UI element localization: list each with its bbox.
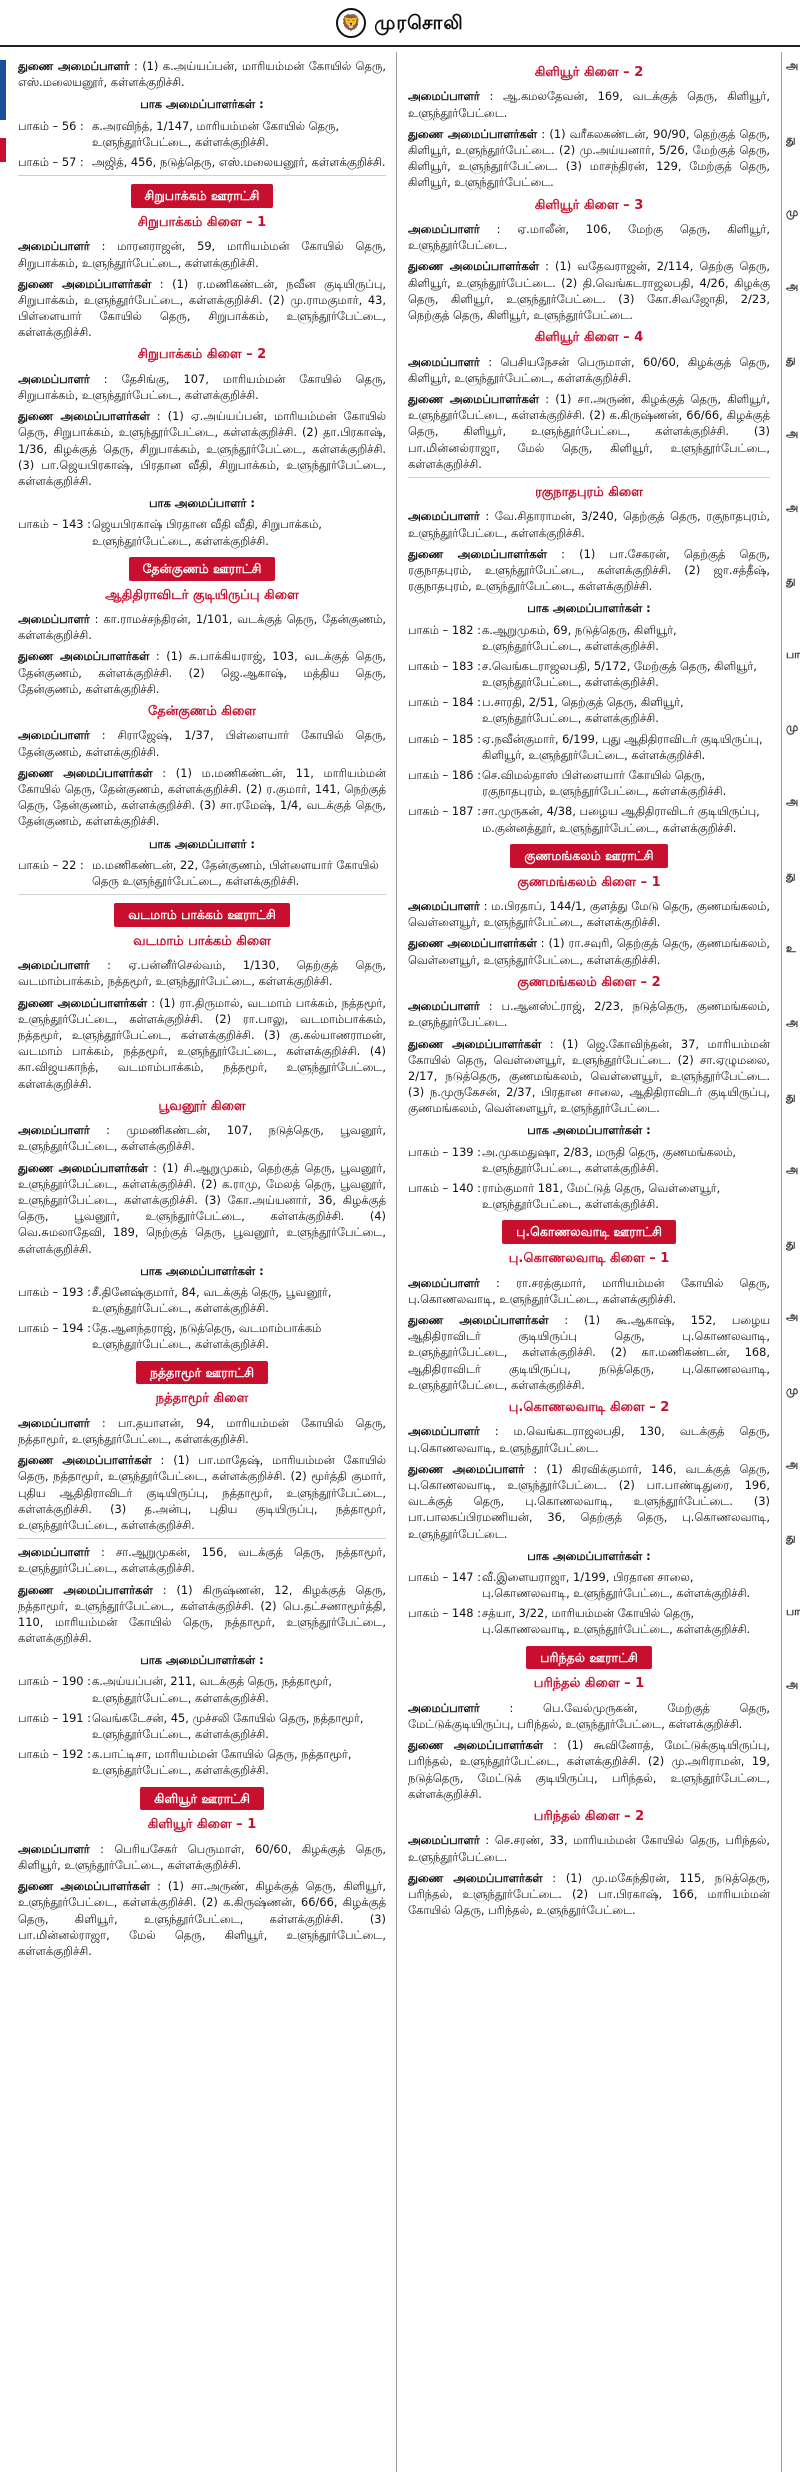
- branch-title: கிளியூர் கிளை – 4: [534, 330, 644, 346]
- edge-fragment-letter: உ: [786, 942, 796, 956]
- edge-fragment-letter: அ: [786, 279, 799, 293]
- union-banner: சிறுபாக்கம் ஊராட்சி: [18, 184, 386, 208]
- booth-row: பாகம் – 190 : க.அய்யப்பன், 211, வடக்குத் தெரு, நத்தாமூர், உளுந்தூர்பேட்டை, கள்ளக்குறிச்சி.: [18, 1674, 333, 1705]
- organizer-entry: அமைப்பாளர் : ஏ.மாலீன், 106, மேற்கு தெரு, கிளியூர், உளுந்தூர்பேட்டை.: [408, 222, 770, 253]
- assistant-entry: துணை அமைப்பாளர்கள் : (1) ரா.சவுரி, தெற்குத் தெரு, குணமங்கலம், வெள்ளையூர், உளுந்தூர்பேட்டை, கள்ளக்குறிச்சி.: [408, 936, 770, 967]
- booth-row: பாகம் – 183 : ச.வெங்கடராஜலபதி, 5/172, மேற்குத் தெரு, கிளியூர், உளுந்தூர்பேட்டை, கள்ளக்குறிச்சி.: [408, 658, 757, 690]
- union-banner: குணமங்கலம் ஊராட்சி: [408, 844, 770, 868]
- branch-title: பு.கொணலவாடி கிளை – 2: [508, 1399, 670, 1415]
- organizer-entry: அமைப்பாளர் : வே.சிதாராமன், 3/240, தெற்குத் தெரு, ரகுநாதபுரம், உளுந்தூர்பேட்டை, கள்ளக்குறிச்சி.: [408, 509, 770, 540]
- organizer-entry: அமைப்பாளர் : சிராஜேஷ், 1/37, பிள்ளையார் கோயில் தெரு, தேன்குணம், கள்ளக்குறிச்சி.: [18, 728, 386, 759]
- branch-title: தேன்குணம் கிளை: [148, 703, 256, 719]
- edge-fragment-letter: து: [786, 353, 796, 367]
- organizer-entry: அமைப்பாளர் : பெ.வேல்முருகன், மேற்குத் தெரு, மேட்டுக்குடியிருப்பு, பரிந்தல், உளுந்தூர்பேட்டை, கள்ளக்குறிச்சி.: [408, 1700, 770, 1732]
- assistant-entry: துணை அமைப்பாளர்கள் : (1) கூ.ஆகாஷ், 152, பழைய ஆதிதிராவிடர் குடியிருப்பு தெரு, பு.கொணலவாடி, உளுந்தூர்பேட்டை, கள்ளக்குறிச்சி. (2) கா.மணிகண்டன், 168, ஆதிதிராவிடர் குடியிருப்பு, நடுத்தெரு, பு.கொணலவாடி, உளுந்தூர்பேட்டை, கள்ளக்குறிச்சி.: [408, 1312, 771, 1392]
- left-edge-blue-block: [0, 60, 6, 120]
- section-divider: [18, 175, 386, 176]
- branch-title: பு.கொணலவாடி கிளை – 1: [508, 1251, 670, 1267]
- organizer-entry: அமைப்பாளர் : கா.ராமச்சந்திரன், 1/101, வடக்குத் தெரு, தேன்குணம், கள்ளக்குறிச்சி.: [18, 611, 386, 643]
- booth-heading: பாக அமைப்பாளர் :: [149, 836, 255, 851]
- organizer-entry: அமைப்பாளர் : சா.ஆறுமுகன், 156, வடக்குத் தெரு, நத்தாமூர், உளுந்தூர்பேட்டை, கள்ளக்குறிச்சி.: [18, 1545, 387, 1576]
- edge-fragment-letter: அ: [786, 795, 799, 809]
- edge-fragment-letter: அ: [786, 1163, 799, 1177]
- column-1: [14, 58, 390, 1964]
- organizer-entry: அமைப்பாளர் : ஆ.கமலதேவன், 169, வடக்குத் தெரு, கிளியூர், உளுந்தூர்பேட்டை.: [408, 89, 770, 120]
- assistant-entry: துணை அமைப்பாளர்கள் : (1) சா.அருண், கிழக்குத் தெரு, கிளியூர், உளுந்தூர்பேட்டை, கள்ளக்குறிச்சி. (2) க.கிருஷ்ணன், 66/66, கிழக்குத் தெரு, கிளியூர், உளுந்தூர்பேட்டை, கள்ளக்குறிச்சி. (3) பா.மின்னல்ராஜா, மேல் தெரு, கிளியூர், உளுந்தூர்பேட்டை, கள்ளக்குறிச்சி.: [18, 1879, 387, 1958]
- booth-heading: பாக அமைப்பாளர்கள் :: [527, 1548, 651, 1563]
- organizer-entry: அமைப்பாளர் : பெரியசேகர் பெருமாள், 60/60, கிழக்குத் தெரு, கிளியூர், உளுந்தூர்பேட்டை, கள்ளக்குறிச்சி.: [18, 1841, 386, 1872]
- left-edge-red-block: [0, 138, 6, 162]
- assistant-entry: துணை அமைப்பாளர்கள் : (1) ஜெ.கோவிந்தன், 37, மாரியம்மன் கோயில் தெரு, வெள்ளையூர், உளுந்தூர்பேட்டை. (2) சா.ஏழுமலை, 2/17, நடுத்தெரு, குணமங்கலம், வெள்ளையூர், உளுந்தூர்பேட்டை. (3) ந.முருகேசன், 2/37, பிரதான சாலை, ஆதிதிராவிடர் குடியிருப்பு, குணமங்கலம், வெள்ளையூர், உளுந்தூர்பேட்டை.: [408, 1036, 770, 1116]
- booth-row: பாகம் – 147 : வீ.இளையராஜா, 1/199, பிரதான சாலை, பு.கொணலவாடி, உளுந்தூர்பேட்டை, கள்ளக்குறிச்சி.: [408, 1569, 751, 1601]
- edge-fragment-letter: து: [786, 132, 796, 146]
- booth-row: பாகம் – 140 : ராம்குமார் 181, மேட்டுத் தெரு, வெள்ளையூர், உளுந்தூர்பேட்டை, கள்ளக்குறிச்சி.: [408, 1181, 721, 1212]
- assistant-entry: துணை அமைப்பாளர்கள் : (1) மு.மகேந்திரன், 115, நடுத்தெரு, பரிந்தல், உளுந்தூர்பேட்டை. (2) பா.பிரகாஷ், 166, மாரியம்மன் கோயில் தெரு, பரிந்தல், உளுந்தூர்பேட்டை.: [408, 1870, 770, 1918]
- assistant-entry: துணை அமைப்பாளர்கள் : (1) வரீகலகண்டன், 90/90, தெற்குத் தெரு, கிளியூர், உளுந்தூர்பேட்டை. (2) மு.அய்யனார், 5/26, மேற்குத் தெரு, கிளியூர், உளுந்தூர்பேட்டை. (3) மாசந்திரன், 129, மேற்குத் தெரு, கிளியூர், உளுந்தூர்பேட்டை.: [408, 126, 770, 190]
- branch-title: ஆதிதிராவிடர் குடியிருப்பு கிளை: [105, 587, 299, 603]
- assistant-entry: துணை அமைப்பாளர்கள் : (1) சி.ஆறுமுகம், தெற்குத் தெரு, பூவனூர், உளுந்தூர்பேட்டை, கள்ளக்குறிச்சி. (2) க.ராமு, மேலத் தெரு, பூவனூர், உளுந்தூர்பேட்டை, கள்ளக்குறிச்சி. (3) கோ.அய்யனார், 36, கிழக்குத் தெரு, பூவனூர், உளுந்தூர்பேட்டை, கள்ளக்குறிச்சி. (4) வெ.சுமலாதேவி, 189, நெற்குத் தெரு, பூவனூர், உளுந்தூர்பேட்டை, கள்ளக்குறிச்சி.: [18, 1160, 387, 1256]
- edge-fragment-letter: து: [786, 1089, 796, 1103]
- union-banner: வடமாம் பாக்கம் ஊராட்சி: [18, 903, 386, 927]
- adjacent-column-fragment: [786, 58, 800, 2478]
- organizer-entry: அமைப்பாளர் : ரா.சரத்குமார், மாரியம்மன் கோயில் தெரு, பு.கொணலவாடி, உளுந்தூர்பேட்டை, கள்ளக்குறிச்சி.: [408, 1275, 770, 1306]
- edge-fragment-letter: அ: [786, 59, 799, 72]
- booth-heading: பாக அமைப்பாளர்கள் :: [140, 1653, 264, 1668]
- booth-row: பாகம் – 22 : ம.மணிகண்டன், 22, தேன்குணம், பிள்ளையார் கோயில் தெரு உளுந்தூர்பேட்டை, கள்ளக்குறிச்சி.: [18, 857, 379, 888]
- union-banner: பு.கொணலவாடி ஊராட்சி: [408, 1220, 770, 1244]
- branch-title: பரிந்தல் கிளை – 1: [533, 1676, 645, 1692]
- booth-row: பாகம் – 56 : க.அரவிந்த், 1/147, மாரியம்மன் கோயில் தெரு, உளுந்தூர்பேட்டை, கள்ளக்குறிச்சி.: [18, 118, 340, 149]
- booth-row: பாகம் – 184 : ப.சாரதி, 2/51, தெற்குத் தெரு, கிளியூர், உளுந்தூர்பேட்டை, கள்ளக்குறிச்சி.: [408, 695, 684, 726]
- booth-row: பாகம் – 194 : தே.ஆனந்தராஜ், நடுத்தெரு, வடமாம்பாக்கம் உளுந்தூர்பேட்டை, கள்ளக்குறிச்சி.: [18, 1321, 322, 1352]
- column-2: [404, 58, 774, 1923]
- edge-fragment-letter: பா: [786, 1604, 800, 1618]
- assistant-entry: துணை அமைப்பாளர்கள் : (1) கூவினோத், மேட்டுக்குடியிருப்பு, பரிந்தல், உளுந்தூர்பேட்டை, கள்ளக்குறிச்சி. (2) மு.அரிராமன், 19, நடுத்தெரு, மேட்டுக் குடியிருப்பு, பரிந்தல், உளுந்தூர்பேட்டை, கள்ளக்குறிச்சி.: [408, 1738, 770, 1801]
- branch-title: நத்தாமூர் கிளை: [155, 1391, 249, 1407]
- edge-fragment-letter: து: [786, 1531, 796, 1545]
- booth-row: பாகம் – 57 : அஜித், 456, நடுத்தெரு, எஸ்.மலையனூர், கள்ளக்குறிச்சி.: [18, 154, 386, 169]
- assistant-entry: துணை அமைப்பாளர்கள் : (1) சு.பாக்கியராஜ், 103, வடக்குத் தெரு, தேன்குணம், கள்ளக்குறிச்சி. (2) ஜெ.ஆகாஷ், மத்திய தெரு, தேன்குணம், கள்ளக்குறிச்சி.: [18, 649, 387, 696]
- booth-row: பாகம் – 182 : க.ஆறுமுகம், 69, நடுத்தெரு, கிளியூர், உளுந்தூர்பேட்டை, கள்ளக்குறிச்சி.: [408, 622, 677, 653]
- booth-row: பாகம் – 139 : அ.முகமதுஷா, 2/83, மருதி தெரு, குணமங்கலம், உளுந்தூர்பேட்டை, கள்ளக்குறிச்சி.: [408, 1144, 736, 1175]
- section-divider: [18, 1538, 386, 1539]
- edge-fragment-letter: மு: [786, 1383, 799, 1397]
- edge-fragment-letter: மு: [786, 206, 799, 220]
- organizer-entry: அமைப்பாளர் : பெசியநேசன் பெருமாள், 60/60, கிழக்குத் தெரு, கிளியூர், உளுந்தூர்பேட்டை, கள்ளக்குறிச்சி.: [408, 354, 770, 385]
- assistant-entry: துணை அமைப்பாளர் : (1) கிரவிக்குமார், 146, வடக்குத் தெரு, பு.கொணலவாடி, உளுந்தூர்பேட்டை. (2) பா.பாண்டிதுரை, 196, வடக்குத் தெரு, பு.கொணலவாடி, உளுந்தூர்பேட்டை. (3) பா.பாலகப்பிரமணியன், 36, தெற்குத் தெரு, பு.கொணலவாடி, உளுந்தூர்பேட்டை.: [408, 1461, 771, 1541]
- lion-emblem-icon: 🦁: [336, 8, 366, 38]
- newspaper-brand: முரசொலி: [374, 11, 464, 34]
- column-divider: [396, 52, 397, 2472]
- assistant-entry: துணை அமைப்பாளர் : (1) க.அய்யப்பன், மாரியம்மன் கோயில் தெரு, எஸ்.மலையனூர், கள்ளக்குறிச்சி.: [18, 59, 387, 90]
- edge-fragment-letter: அ: [786, 1678, 799, 1692]
- edge-fragment-letter: பா: [786, 647, 800, 661]
- organizer-entry: அமைப்பாளர் : ம.பிரதாப், 144/1, குளத்து மேடு தெரு, குணமங்கலம், வெள்ளையூர், உளுந்தூர்பேட்டை, கள்ளக்குறிச்சி.: [408, 898, 771, 930]
- edge-fragment-letter: அ: [786, 1457, 799, 1471]
- masthead: [0, 0, 800, 46]
- union-banner: கிளியூர் ஊராட்சி: [18, 1787, 386, 1811]
- section-divider: [408, 477, 770, 478]
- edge-fragment-letter: அ: [786, 1015, 799, 1029]
- edge-fragment-letter: து: [786, 574, 796, 588]
- branch-title: கிளியூர் கிளை – 1: [147, 1817, 257, 1833]
- assistant-entry: துணை அமைப்பாளர்கள் : (1) வதேவராஜன், 2/114, தெற்கு தெரு, கிளியூர், உளுந்தூர்பேட்டை. (2) தி.வெங்கடராஜலபதி, 4/26, கிழக்கு தெரு, கிளியூர், உளுந்தூர்பேட்டை. (3) கோ.சிவஜோதி, 2/23, நெற்குத் தெரு, கிளியூர், உளுந்தூர்பேட்டை.: [408, 259, 771, 322]
- assistant-entry: துணை அமைப்பாளர்கள் : (1) ஏ.அய்யப்பன், மாரியம்மன் கோயில் தெரு, சிறுபாக்கம், உளுந்தூர்பேட்டை, கள்ளக்குறிச்சி. (2) தா.பிரகாஷ், 1/36, கிழக்குத் தெரு, சிறுபாக்கம், உளுந்தூர்பேட்டை, கள்ளக்குறிச்சி. (3) பா.ஜெயபிரகாஷ், பிரதான வீதி, சிறுபாக்கம், உளுந்தூர்பேட்டை, கள்ளக்குறிச்சி.: [18, 409, 386, 489]
- branch-title: கிளியூர் கிளை – 3: [534, 197, 644, 213]
- assistant-entry: துணை அமைப்பாளர்கள் : (1) ர.மணிகண்டன், நவீன குடியிருப்பு, சிறுபாக்கம், உளுந்தூர்பேட்டை, கள்ளக்குறிச்சி. (2) மு.ராமகுமார், 43, பிள்ளையார் கோயில் தெரு, சிறுபாக்கம், உளுந்தூர்பேட்டை, கள்ளக்குறிச்சி.: [18, 276, 386, 340]
- edge-fragment-letter: அ: [786, 500, 799, 514]
- edge-fragment-letter: அ: [786, 427, 799, 441]
- edge-fragment-letter: து: [786, 1236, 796, 1250]
- edge-fragment-letter: து: [786, 868, 796, 882]
- booth-row: பாகம் – 187 : சா.முருகன், 4/38, பழைய ஆதிதிராவிடர் குடியிருப்பு, ம.குன்னத்தூர், உளுந்தூர்பேட்டை, கள்ளக்குறிச்சி.: [408, 804, 760, 835]
- edge-fragment-letter: மு: [786, 721, 799, 735]
- union-banner: நத்தாமூர் ஊராட்சி: [18, 1361, 386, 1385]
- booth-heading: பாக அமைப்பாளர்கள் :: [527, 601, 651, 616]
- booth-row: பாகம் – 191 : வெங்கடேசன், 45, முச்சலி கோயில் தெரு, நத்தாமூர், உளுந்தூர்பேட்டை, கள்ளக்குறிச்சி.: [18, 1710, 364, 1742]
- assistant-entry: துணை அமைப்பாளர்கள் : (1) பா.சேகரன், தெற்குத் தெரு, ரகுநாதபுரம், உளுந்தூர்பேட்டை, கள்ளக்குறிச்சி. (2) ஜா.சத்தீஷ், ரகுநாதபுரம், உளுந்தூர்பேட்டை, கள்ளக்குறிச்சி.: [408, 546, 771, 594]
- assistant-entry: துணை அமைப்பாளர்கள் : (1) சா.அருண், கிழக்குத் தெரு, கிளியூர், உளுந்தூர்பேட்டை, கள்ளக்குறிச்சி. (2) க.கிருஷ்ணன், 66/66, கிழக்குத் தெரு, கிளியூர், உளுந்தூர்பேட்டை, கள்ளக்குறிச்சி. (3) பா.மின்னல்ராஜா, மேல் தெரு, கிளியூர், உளுந்தூர்பேட்டை, கள்ளக்குறிச்சி.: [408, 391, 770, 471]
- organizer-entry: அமைப்பாளர் : முமணிகண்டன், 107, நடுத்தெரு, பூவனூர், உளுந்தூர்பேட்டை, கள்ளக்குறிச்சி.: [18, 1123, 386, 1154]
- organizer-entry: அமைப்பாளர் : ஏ.பன்னீர்செல்வம், 1/130, தெற்குத் தெரு, வடமாம்பாக்கம், நத்தமூர், உளுந்தூர்பேட்டை, கள்ளக்குறிச்சி.: [18, 958, 386, 989]
- booth-heading: பாக அமைப்பாளர்கள் :: [140, 97, 264, 112]
- assistant-entry: துணை அமைப்பாளர்கள் : (1) ம.மணிகண்டன், 11, மாரியம்மன் கோயில் தெரு, தேன்குணம், கள்ளக்குறிச்சி. (2) ர.குமார், 141, நெற்குத் தெரு, தேன்குணம், கள்ளக்குறிச்சி. (3) சா.ரமேஷ், 1/4, வடக்குத் தெரு, தேன்குணம், கள்ளக்குறிச்சி.: [18, 765, 387, 829]
- organizer-entry: அமைப்பாளர் : தேசிங்கு, 107, மாரியம்மன் கோயில் தெரு, சிறுபாக்கம், உளுந்தூர்பேட்டை, கள்ளக்குறிச்சி.: [18, 371, 387, 403]
- branch-title: பூவனூர் கிளை: [158, 1098, 246, 1114]
- booth-row: பாகம் – 148 : சத்யா, 3/22, மாரியம்மன் கோயில் தெரு, பு.கொணலவாடி, உளுந்தூர்பேட்டை, கள்ளக்குறிச்சி.: [408, 1606, 751, 1637]
- branch-title: குணமங்கலம் கிளை – 1: [517, 874, 661, 890]
- edge-fragment-letter: அ: [786, 1310, 799, 1324]
- left-edge-strip: [0, 60, 6, 162]
- booth-heading: பாக அமைப்பாளர் :: [149, 496, 255, 511]
- union-banner: பரிந்தல் ஊராட்சி: [408, 1646, 770, 1670]
- section-divider: [18, 894, 386, 895]
- booth-heading: பாக அமைப்பாளர்கள் :: [140, 1263, 264, 1278]
- booth-heading: பாக அமைப்பாளர்கள் :: [527, 1123, 651, 1138]
- organizer-entry: அமைப்பாளர் : மாரனராஜன், 59, மாரியம்மன் கோயில் தெரு, சிறுபாக்கம், உளுந்தூர்பேட்டை, கள்ளக்குறிச்சி.: [18, 239, 386, 270]
- branch-title: ரகுநாதபுரம் கிளை: [535, 484, 643, 500]
- branch-title: வடமாம் பாக்கம் கிளை: [133, 933, 271, 949]
- assistant-entry: துணை அமைப்பாளர்கள் : (1) ரா.திருமால், வடமாம் பாக்கம், நத்தமூர், உளுந்தூர்பேட்டை, கள்ளக்குறிச்சி. (2) ரா.பாலு, வடமாம்பாக்கம், நத்தமூர், உளுந்தூர்பேட்டை, கள்ளக்குறிச்சி. (3) கு.கல்யாணராமன், வடமாம் பாக்கம், நத்தமூர், உளுந்தூர்பேட்டை, கள்ளக்குறிச்சி. (4) கா.விஜயகாந்த், வடமாம்பாக்கம், நத்தமூர், உளுந்தூர்பேட்டை, கள்ளக்குறிச்சி.: [18, 995, 387, 1091]
- assistant-entry: துணை அமைப்பாளர்கள் : (1) கிருஷ்ணன், 12, கிழக்குத் தெரு, நத்தாமூர், உளுந்தூர்பேட்டை, கள்ளக்குறிச்சி. (2) பெ.தட்சணாமூர்த்தி, 110, மாரியம்மன் கோயில் தெரு, நத்தாமூர், உளுந்தூர்பேட்டை, கள்ளக்குறிச்சி.: [18, 1582, 387, 1646]
- branch-title: கிளியூர் கிளை – 2: [534, 65, 644, 80]
- branch-title: சிறுபாக்கம் கிளை – 2: [137, 347, 267, 363]
- branch-title: பரிந்தல் கிளை – 2: [533, 1808, 645, 1824]
- column-divider: [781, 52, 782, 2472]
- branch-title: குணமங்கலம் கிளை – 2: [517, 974, 661, 990]
- booth-row: பாகம் – 186 : செ.விமல்தாஸ் பிள்ளையார் கோயில் தெரு, ரகுநாதபுரம், உளுந்தூர்பேட்டை, கள்ளக்குறிச்சி.: [408, 768, 727, 799]
- branch-title: சிறுபாக்கம் கிளை – 1: [137, 214, 267, 230]
- booth-row: பாகம் – 192 : க.பாட்டிசா, மாரியம்மன் கோயில் தெரு, நத்தாமூர், உளுந்தூர்பேட்டை, கள்ளக்குறிச்சி.: [18, 1747, 352, 1778]
- booth-row: பாகம் – 185 : ஏ.நவீன்குமார், 6/199, புது ஆதிதிராவிடர் குடியிருப்பு, கிளியூர், உளுந்தூர்பேட்டை, கள்ளக்குறிச்சி.: [408, 731, 763, 762]
- union-banner: தேன்குணம் ஊராட்சி: [18, 557, 386, 581]
- booth-row: பாகம் – 193 : சீ.தினேஷ்குமார், 84, வடக்குத் தெரு, பூவனூர், உளுந்தூர்பேட்டை, கள்ளக்குறிச்சி.: [18, 1284, 332, 1316]
- assistant-entry: துணை அமைப்பாளர்கள் : (1) பா.மாதேஷ், மாரியம்மன் கோயில் தெரு, நத்தாமூர், உளுந்தூர்பேட்டை, கள்ளக்குறிச்சி. (2) மூர்த்தி குமார், புதிய ஆதிதிராவிடர் குடியிருப்பு, நத்தாமூர், உளுந்தூர்பேட்டை, கள்ளக்குறிச்சி. (3) த.அன்பு, புதிய குடியிருப்பு, நத்தாமூர், உளுந்தூர்பேட்டை, கள்ளக்குறிச்சி.: [18, 1453, 386, 1532]
- booth-row: பாகம் – 143 : ஜெயபிரகாஷ் பிரதான வீதி வீதி, சிறுபாக்கம், உளுந்தூர்பேட்டை, கள்ளக்குறிச்சி.: [18, 517, 322, 548]
- organizer-entry: அமைப்பாளர் : செ.சரண், 33, மாரியம்மன் கோயில் தெரு, பரிந்தல், உளுந்தூர்பேட்டை.: [408, 1833, 770, 1864]
- organizer-entry: அமைப்பாளர் : பா.தயாளன், 94, மாரியம்மன் கோயில் தெரு, நத்தாமூர், உளுந்தூர்பேட்டை, கள்ளக்குறிச்சி.: [18, 1415, 387, 1447]
- organizer-entry: அமைப்பாளர் : ப.ஆனஸ்ட்ராஜ், 2/23, நடுத்தெரு, குணமங்கலம், உளுந்தூர்பேட்டை.: [408, 999, 770, 1030]
- masthead-rule: [0, 45, 800, 47]
- organizer-entry: அமைப்பாளர் : ம.வெங்கடராஜலபதி, 130, வடக்குத் தெரு, பு.கொணலவாடி, உளுந்தூர்பேட்டை.: [408, 1424, 770, 1455]
